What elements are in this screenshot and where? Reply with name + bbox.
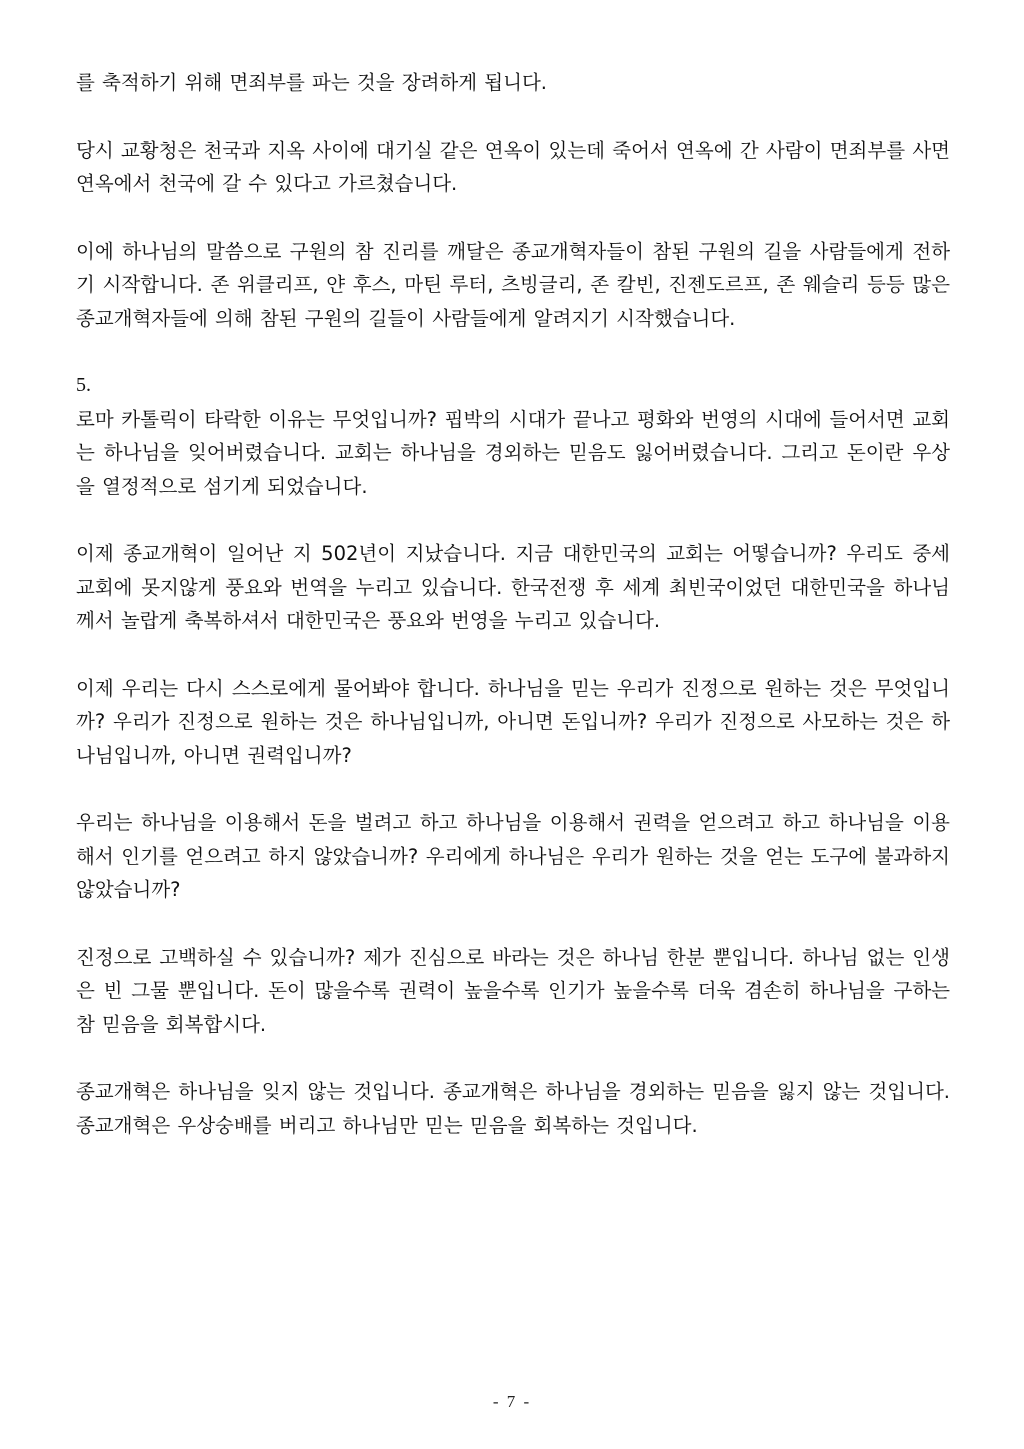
paragraph-reformers: 이에 하나님의 말씀으로 구원의 참 진리를 깨달은 종교개혁자들이 참된 구원의 길을 사람들에게 전하기 시작합니다. 존 위클리프, 얀 후스, 마틴 루터, 츠빙글리, 존 칼빈, 진젠도르프, 존 웨슬리 등등 많은 종교개혁자들에 의해 참된 구원의 길들이 사람들에게 알려지기 시작했습니다. xyxy=(76,239,950,330)
paragraph-using-god: 우리는 하나님을 이용해서 돈을 벌려고 하고 하나님을 이용해서 권력을 얻으려고 하고 하나님을 이용해서 인기를 얻으려고 하지 않았습니까? 우리에게 하나님은 우리가 원하는 것을 얻는 도구에 불과하지 않았습니까? xyxy=(76,811,950,901)
paragraph-catholic-fall: 로마 카톨릭이 타락한 이유는 무엇입니까? 핍박의 시대가 끝나고 평화와 번영의 시대에 들어서면 교회는 하나님을 잊어버렸습니다. 교회는 하나님을 경외하는 믿음도 잃어버렸습니다. 그리고 돈이란 우상을 열정적으로 섬기게 되었습니다. xyxy=(76,407,950,498)
paragraph-ask-ourselves: 이제 우리는 다시 스스로에게 물어봐야 합니다. 하나님을 믿는 우리가 진정으로 원하는 것은 무엇입니까? 우리가 진정으로 원하는 것은 하나님입니까, 아니면 돈입니까? 우리가 진정으로 사모하는 것은 하나님입니까, 아니면 권력입니까? xyxy=(76,676,950,767)
document-body xyxy=(76,66,950,1142)
paragraph-purgatory: 당시 교황청은 천국과 지옥 사이에 대기실 같은 연옥이 있는데 죽어서 연옥에 간 사람이 면죄부를 사면 연옥에서 천국에 갈 수 있다고 가르쳤습니다. xyxy=(76,138,950,195)
paragraph-confession: 진정으로 고백하실 수 있습니까? 제가 진심으로 바라는 것은 하나님 한분 뿐입니다. 하나님 없는 인생은 빈 그물 뿐입니다. 돈이 많을수록 권력이 높을수록 인기가 높을수록 더욱 겸손히 하나님을 구하는 참 믿음을 회복합시다. xyxy=(76,945,950,1036)
paragraph-korea-church: 이제 종교개혁이 일어난 지 502년이 지났습니다. 지금 대한민국의 교회는 어떻습니까? 우리도 중세 교회에 못지않게 풍요와 번역을 누리고 있습니다. 한국전쟁 후 세계 최빈국이었던 대한민국을 하나님께서 놀랍게 축복하셔서 대한민국은 풍요와 번영을 누리고 있습니다. xyxy=(76,542,950,632)
paragraph-reformation-meaning: 종교개혁은 하나님을 잊지 않는 것입니다. 종교개혁은 하나님을 경외하는 믿음을 잃지 않는 것입니다. 종교개혁은 우상숭배를 버리고 하나님만 믿는 믿음을 회복하는 것입니다. xyxy=(76,1080,950,1137)
section-number: 5. xyxy=(76,374,91,396)
page-number: - 7 - xyxy=(492,1392,532,1411)
paragraph-continued: 를 축적하기 위해 면죄부를 파는 것을 장려하게 됩니다. xyxy=(76,71,548,94)
